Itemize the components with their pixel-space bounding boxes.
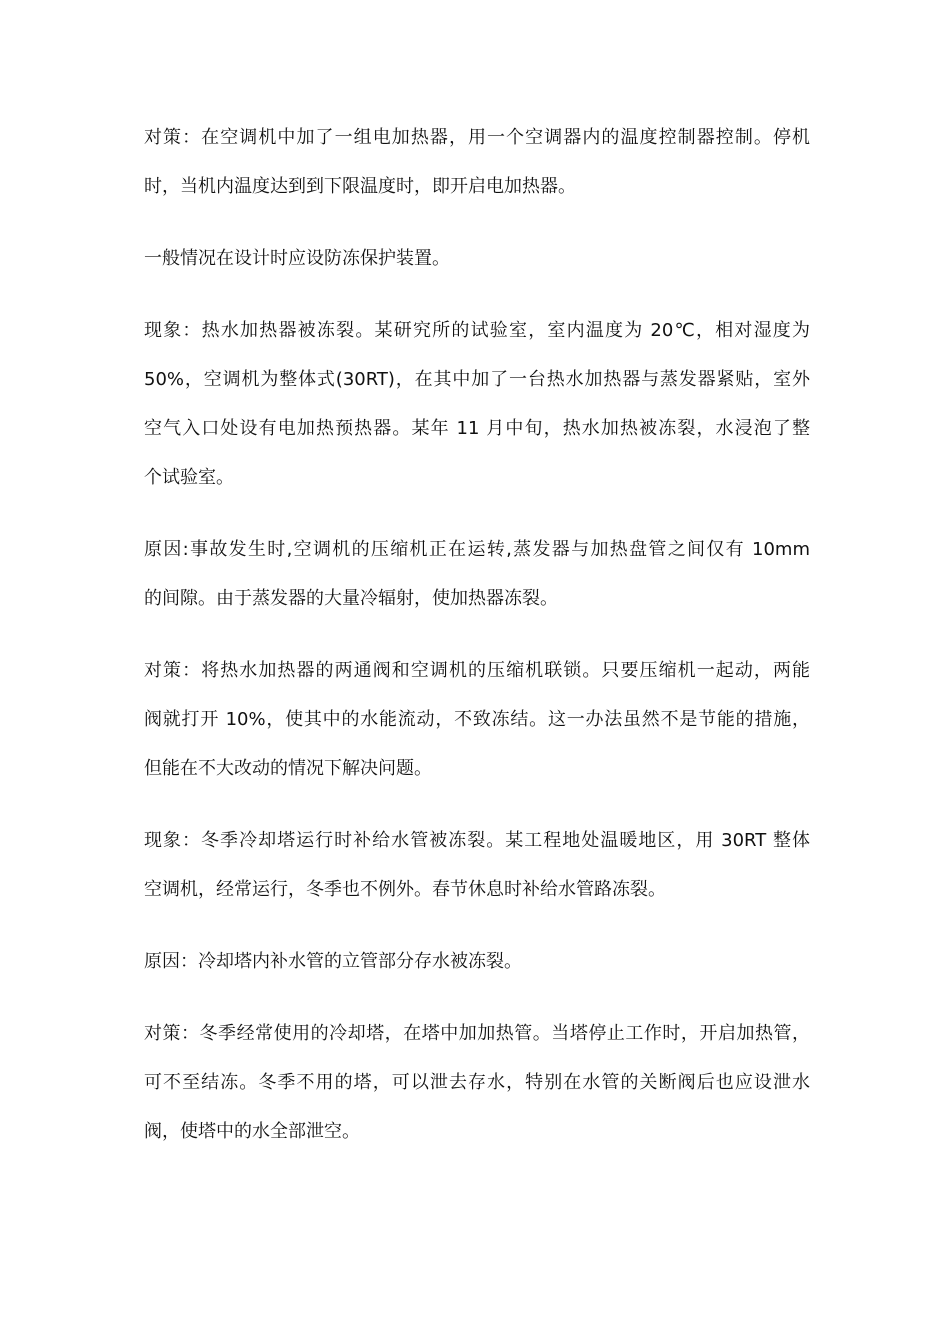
paragraph-countermeasure-tower-heating	[144, 1009, 810, 1156]
text-line: 对策：在空调机中加了一组电加热器，用一个空调器内的温度控制器控制。停机	[144, 127, 810, 148]
text-line: 的间隙。由于蒸发器的大量冷辐射，使加热器冻裂。	[144, 588, 558, 609]
text-line: 对策：冬季经常使用的冷却塔，在塔中加加热管。当塔停止工作时，开启加热管，	[144, 1023, 810, 1044]
text-line: 现象：热水加热器被冻裂。某研究所的试验室，室内温度为 20℃，相对湿度为	[144, 320, 810, 341]
text-line: 原因：冷却塔内补水管的立管部分存水被冻裂。	[144, 951, 522, 972]
text-line: 阀，使塔中的水全部泄空。	[144, 1121, 360, 1142]
text-line: 阀就打开 10%，使其中的水能流动，不致冻结。这一办法虽然不是节能的措施，	[144, 709, 810, 730]
text-line: 原因:事故发生时,空调机的压缩机正在运转,蒸发器与加热盘管之间仅有 10mm	[144, 539, 810, 560]
paragraph-phenomenon-cooling-tower	[144, 816, 810, 914]
paragraph-cause-cold-radiation	[144, 525, 810, 623]
text-line: 时，当机内温度达到到下限温度时，即开启电加热器。	[144, 176, 576, 197]
text-line: 空气入口处设有电加热预热器。某年 11 月中旬，热水加热被冻裂，水浸泡了整	[144, 418, 810, 439]
text-line: 空调机，经常运行，冬季也不例外。春节休息时补给水管路冻裂。	[144, 879, 666, 900]
text-line: 但能在不大改动的情况下解决问题。	[144, 758, 432, 779]
paragraph-countermeasure-electric-heater	[144, 113, 810, 211]
paragraph-general-protection	[144, 234, 810, 283]
text-line: 可不至结冻。冬季不用的塔，可以泄去存水，特别在水管的关断阀后也应设泄水	[144, 1072, 810, 1093]
paragraph-cause-standing-water	[144, 937, 810, 986]
paragraph-phenomenon-heater-frozen	[144, 306, 810, 502]
text-line: 个试验室。	[144, 467, 234, 488]
document-page	[144, 113, 810, 1179]
text-line: 现象：冬季冷却塔运行时补给水管被冻裂。某工程地处温暖地区，用 30RT 整体	[144, 830, 810, 851]
text-line: 一般情况在设计时应设防冻保护装置。	[144, 248, 450, 269]
text-line: 50%，空调机为整体式(30RT)，在其中加了一台热水加热器与蒸发器紧贴，室外	[144, 369, 810, 390]
paragraph-countermeasure-interlock	[144, 646, 810, 793]
text-line: 对策：将热水加热器的两通阀和空调机的压缩机联锁。只要压缩机一起动，两能	[144, 660, 810, 681]
